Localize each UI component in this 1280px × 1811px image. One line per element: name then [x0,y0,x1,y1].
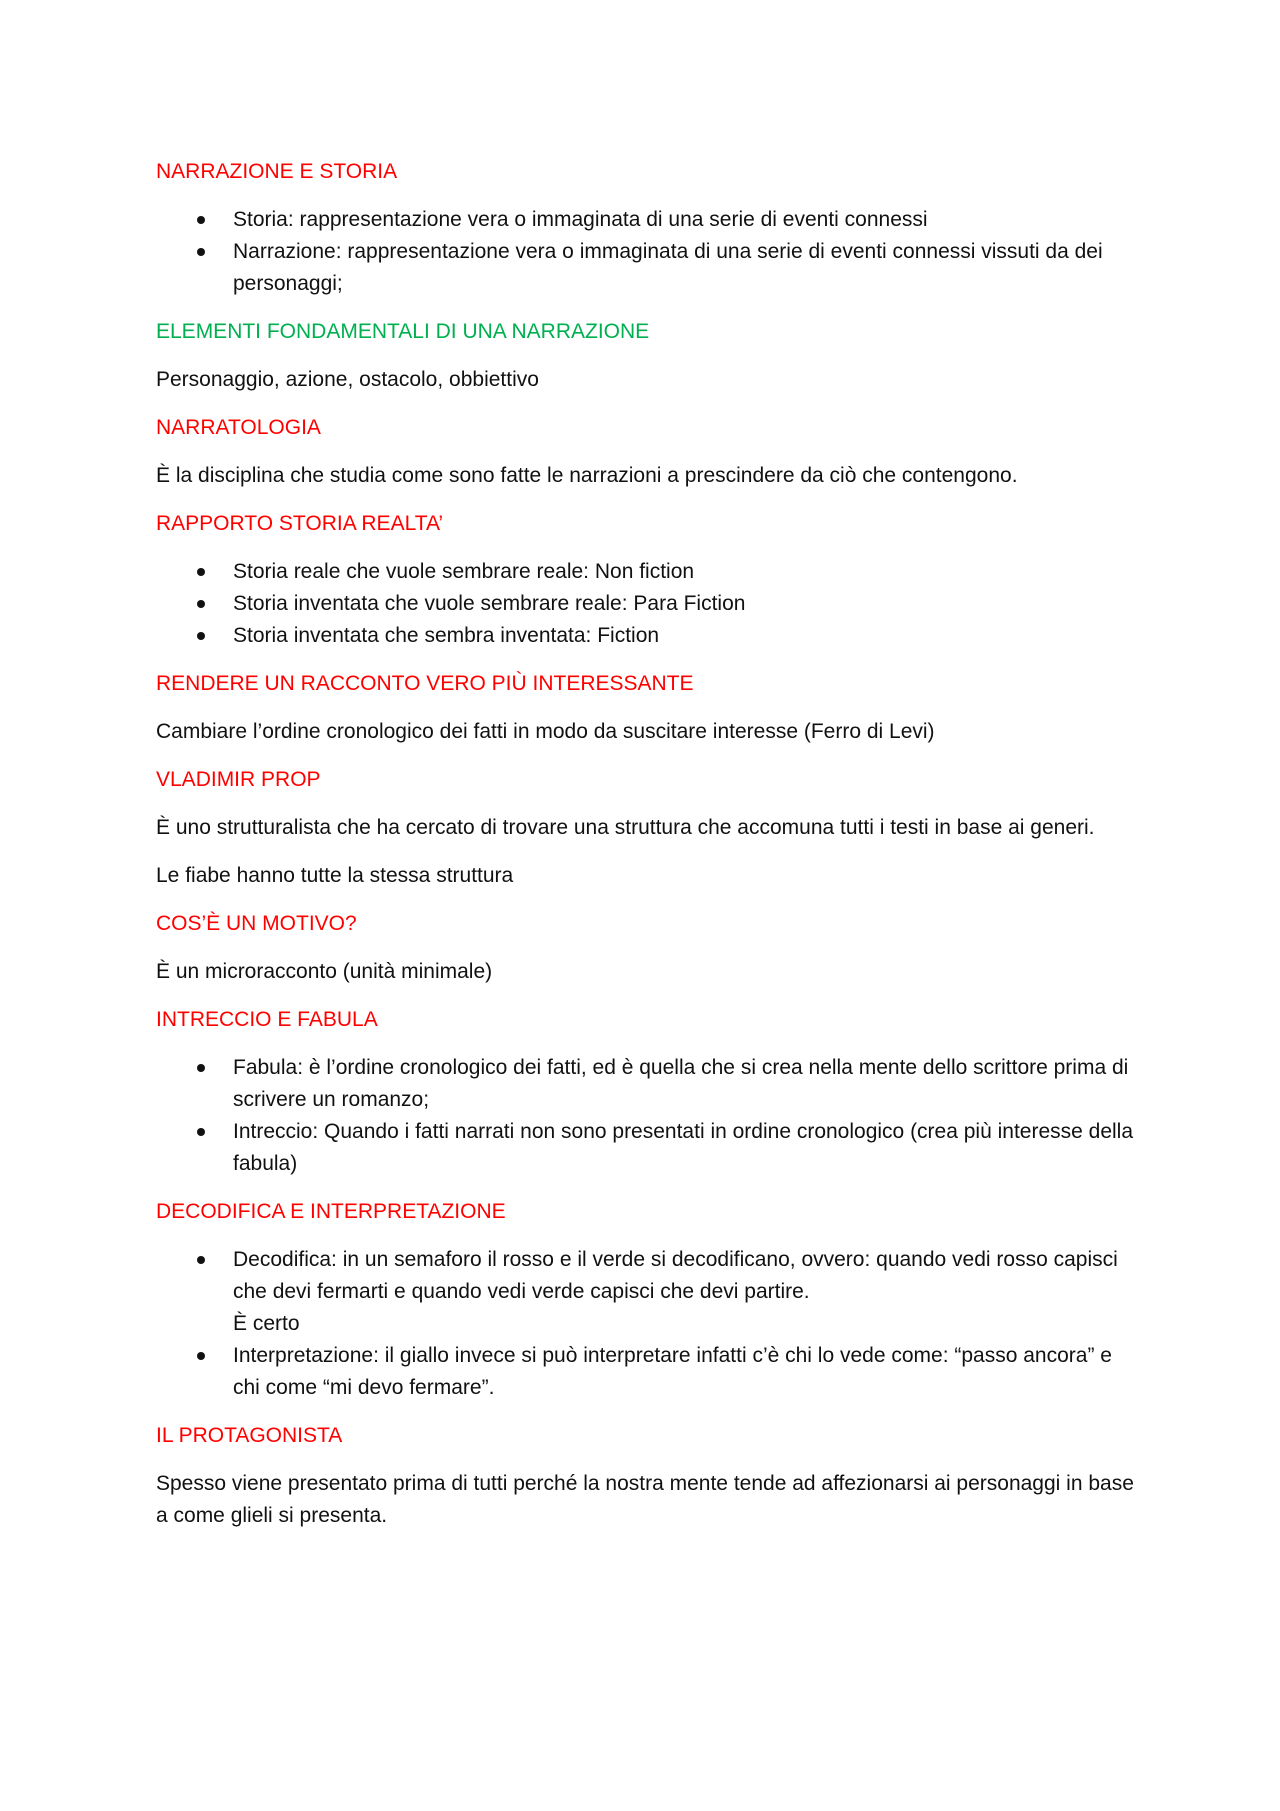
heading-rapporto-storia-realta: RAPPORTO STORIA REALTA’ [156,512,444,535]
heading-narratologia: NARRATOLOGIA [156,416,321,439]
paragraph: Personaggio, azione, ostacolo, obbiettivo [156,368,539,391]
heading-rendere-racconto: RENDERE UN RACCONTO VERO PIÙ INTERESSANTE [156,672,694,695]
list-item-text: Intreccio: Quando i fatti narrati non sono presentati in ordine cronologico (crea più interesse della fabula) [233,1120,1134,1175]
paragraph: Le fiabe hanno tutte la stessa struttura [156,864,514,887]
paragraph: Cambiare l’ordine cronologico dei fatti in modo da suscitare interesse (Ferro di Levi) [156,720,935,743]
list-item [156,1052,1140,1116]
bullet-icon [197,1256,205,1264]
bullet-icon [197,1064,205,1072]
heading-decodifica-e-interpretazione: DECODIFICA E INTERPRETAZIONE [156,1200,506,1223]
bullet-icon [197,216,205,224]
heading-elementi-fondamentali: ELEMENTI FONDAMENTALI DI UNA NARRAZIONE [156,320,650,343]
heading-vladimir-prop: VLADIMIR PROP [156,768,321,791]
bullet-list [156,1244,1140,1404]
bullet-icon [197,632,205,640]
bullet-icon [197,1128,205,1136]
list-item [156,1340,1140,1404]
list-item [156,556,1140,588]
list-item-text: Storia reale che vuole sembrare reale: Non fiction [233,560,695,583]
list-item [156,1244,1140,1340]
bullet-icon [197,248,205,256]
list-item [156,204,1140,236]
list-item-text: Decodifica: in un semaforo il rosso e il verde si decodificano, ovvero: quando vedi rosso capisci che devi fermarti e quando vedi verde capisci che devi partire. [233,1248,1118,1303]
bullet-list [156,1052,1140,1180]
list-item [156,1116,1140,1180]
list-item [156,236,1140,300]
list-item-text-extra: È certo [233,1312,300,1335]
list-item-text: Storia inventata che vuole sembrare reale: Para Fiction [233,592,746,615]
bullet-icon [197,568,205,576]
bullet-list [156,556,1140,652]
list-item-text: Storia: rappresentazione vera o immaginata di una serie di eventi connessi [233,208,928,231]
bullet-icon [197,600,205,608]
heading-il-protagonista: IL PROTAGONISTA [156,1424,343,1447]
list-item-text: Fabula: è l’ordine cronologico dei fatti, ed è quella che si crea nella mente dello scrittore prima di scrivere un romanzo; [233,1056,1129,1111]
list-item-text: Storia inventata che sembra inventata: Fiction [233,624,660,647]
document-page [156,156,1140,1548]
paragraph: È un microracconto (unità minimale) [156,960,493,983]
list-item [156,588,1140,620]
list-item-text: Interpretazione: il giallo invece si può interpretare infatti c’è chi lo vede come: “passo ancora” e chi come “mi devo fermare”. [233,1344,1112,1399]
bullet-list [156,204,1140,300]
list-item [156,620,1140,652]
heading-cos-e-un-motivo: COS’È UN MOTIVO? [156,912,357,935]
bullet-icon [197,1352,205,1360]
heading-narrazione-e-storia: NARRAZIONE E STORIA [156,160,398,183]
paragraph: Spesso viene presentato prima di tutti perché la nostra mente tende ad affezionarsi ai personaggi in base a come glieli si presenta. [156,1472,1134,1527]
paragraph: È uno strutturalista che ha cercato di trovare una struttura che accomuna tutti i testi in base ai generi. [156,816,1095,839]
heading-intreccio-e-fabula: INTRECCIO E FABULA [156,1008,378,1031]
list-item-text: Narrazione: rappresentazione vera o immaginata di una serie di eventi connessi vissuti da dei personaggi; [233,240,1103,295]
paragraph: È la disciplina che studia come sono fatte le narrazioni a prescindere da ciò che contengono. [156,464,1018,487]
